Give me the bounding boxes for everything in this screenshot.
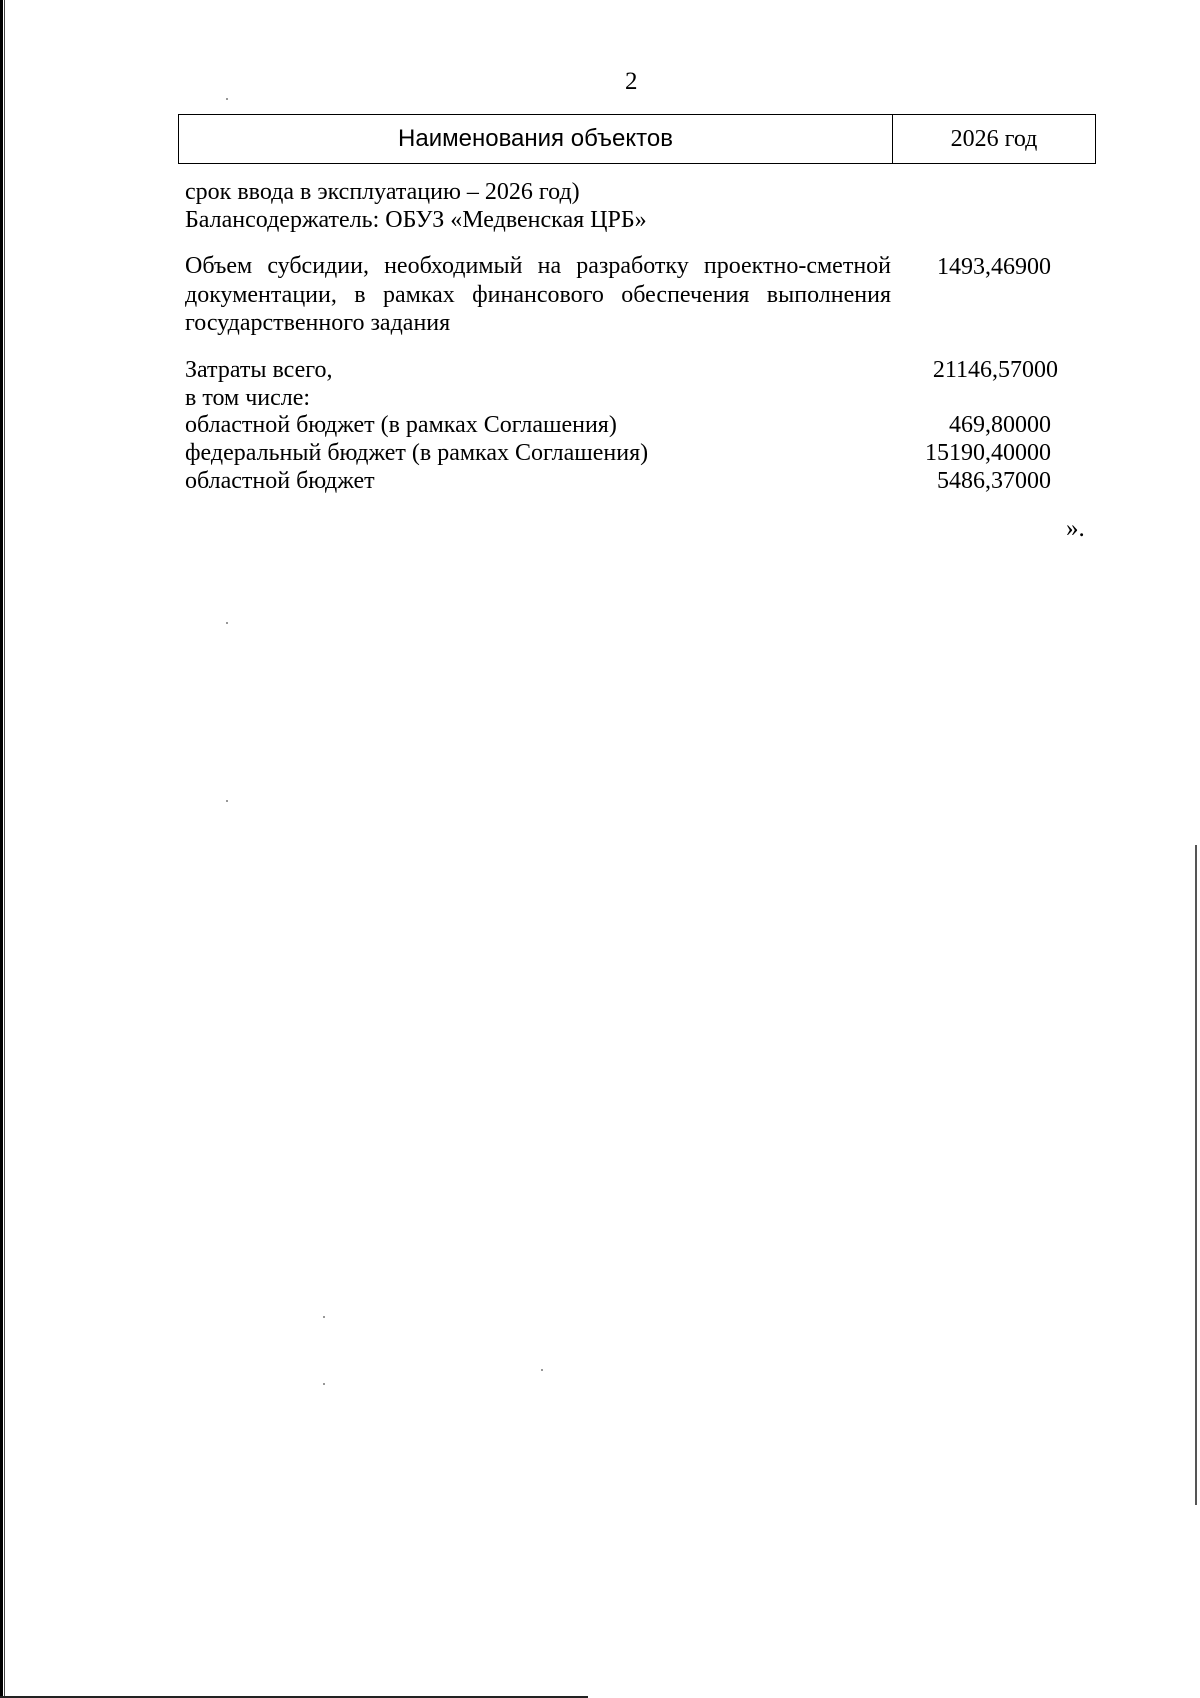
closing-quote-mark: ». bbox=[1066, 515, 1085, 542]
continuation-line-1: срок ввода в эксплуатацию – 2026 год) bbox=[185, 179, 580, 205]
page-number: 2 bbox=[625, 68, 638, 95]
costs-total-label: Затраты всего, bbox=[185, 357, 333, 383]
subsidy-line-1: Объем субсидии, необходимый на разработку проектно-сметной bbox=[185, 253, 891, 279]
cost-item-value: 15190,40000 bbox=[925, 440, 1051, 466]
scan-edge-left bbox=[0, 0, 3, 1698]
scan-speck bbox=[323, 1383, 325, 1385]
cost-item-label: федеральный бюджет (в рамках Соглашения) bbox=[185, 440, 649, 466]
costs-total-value: 21146,57000 bbox=[932, 357, 1058, 383]
balance-holder-line: Балансодержатель: ОБУЗ «Медвенская ЦРБ» bbox=[185, 207, 647, 233]
scan-edge-left-thin bbox=[4, 0, 5, 1698]
scan-speck bbox=[226, 622, 228, 624]
scan-speck bbox=[226, 800, 228, 802]
subsidy-line-2: документации, в рамках финансового обеспечения выполнения bbox=[185, 281, 891, 308]
subsidy-line-3: государственного задания bbox=[185, 310, 451, 336]
table-header bbox=[178, 114, 1096, 164]
cost-item-label: областной бюджет (в рамках Соглашения) bbox=[185, 412, 617, 438]
scan-edge-right bbox=[1195, 845, 1197, 1505]
cost-item-label: областной бюджет bbox=[185, 468, 375, 494]
subsidy-value: 1493,46900 bbox=[937, 254, 1051, 280]
scan-speck bbox=[541, 1369, 543, 1371]
header-year-column: 2026 год bbox=[950, 125, 1038, 152]
scan-speck bbox=[226, 98, 228, 100]
cost-item-value: 5486,37000 bbox=[937, 468, 1051, 494]
subsidy-paragraph bbox=[185, 252, 891, 338]
scan-speck bbox=[323, 1316, 325, 1318]
cost-item-value: 469,80000 bbox=[949, 412, 1051, 438]
header-name-column: Наименования объектов bbox=[179, 115, 893, 163]
costs-including-label: в том числе: bbox=[185, 385, 311, 411]
